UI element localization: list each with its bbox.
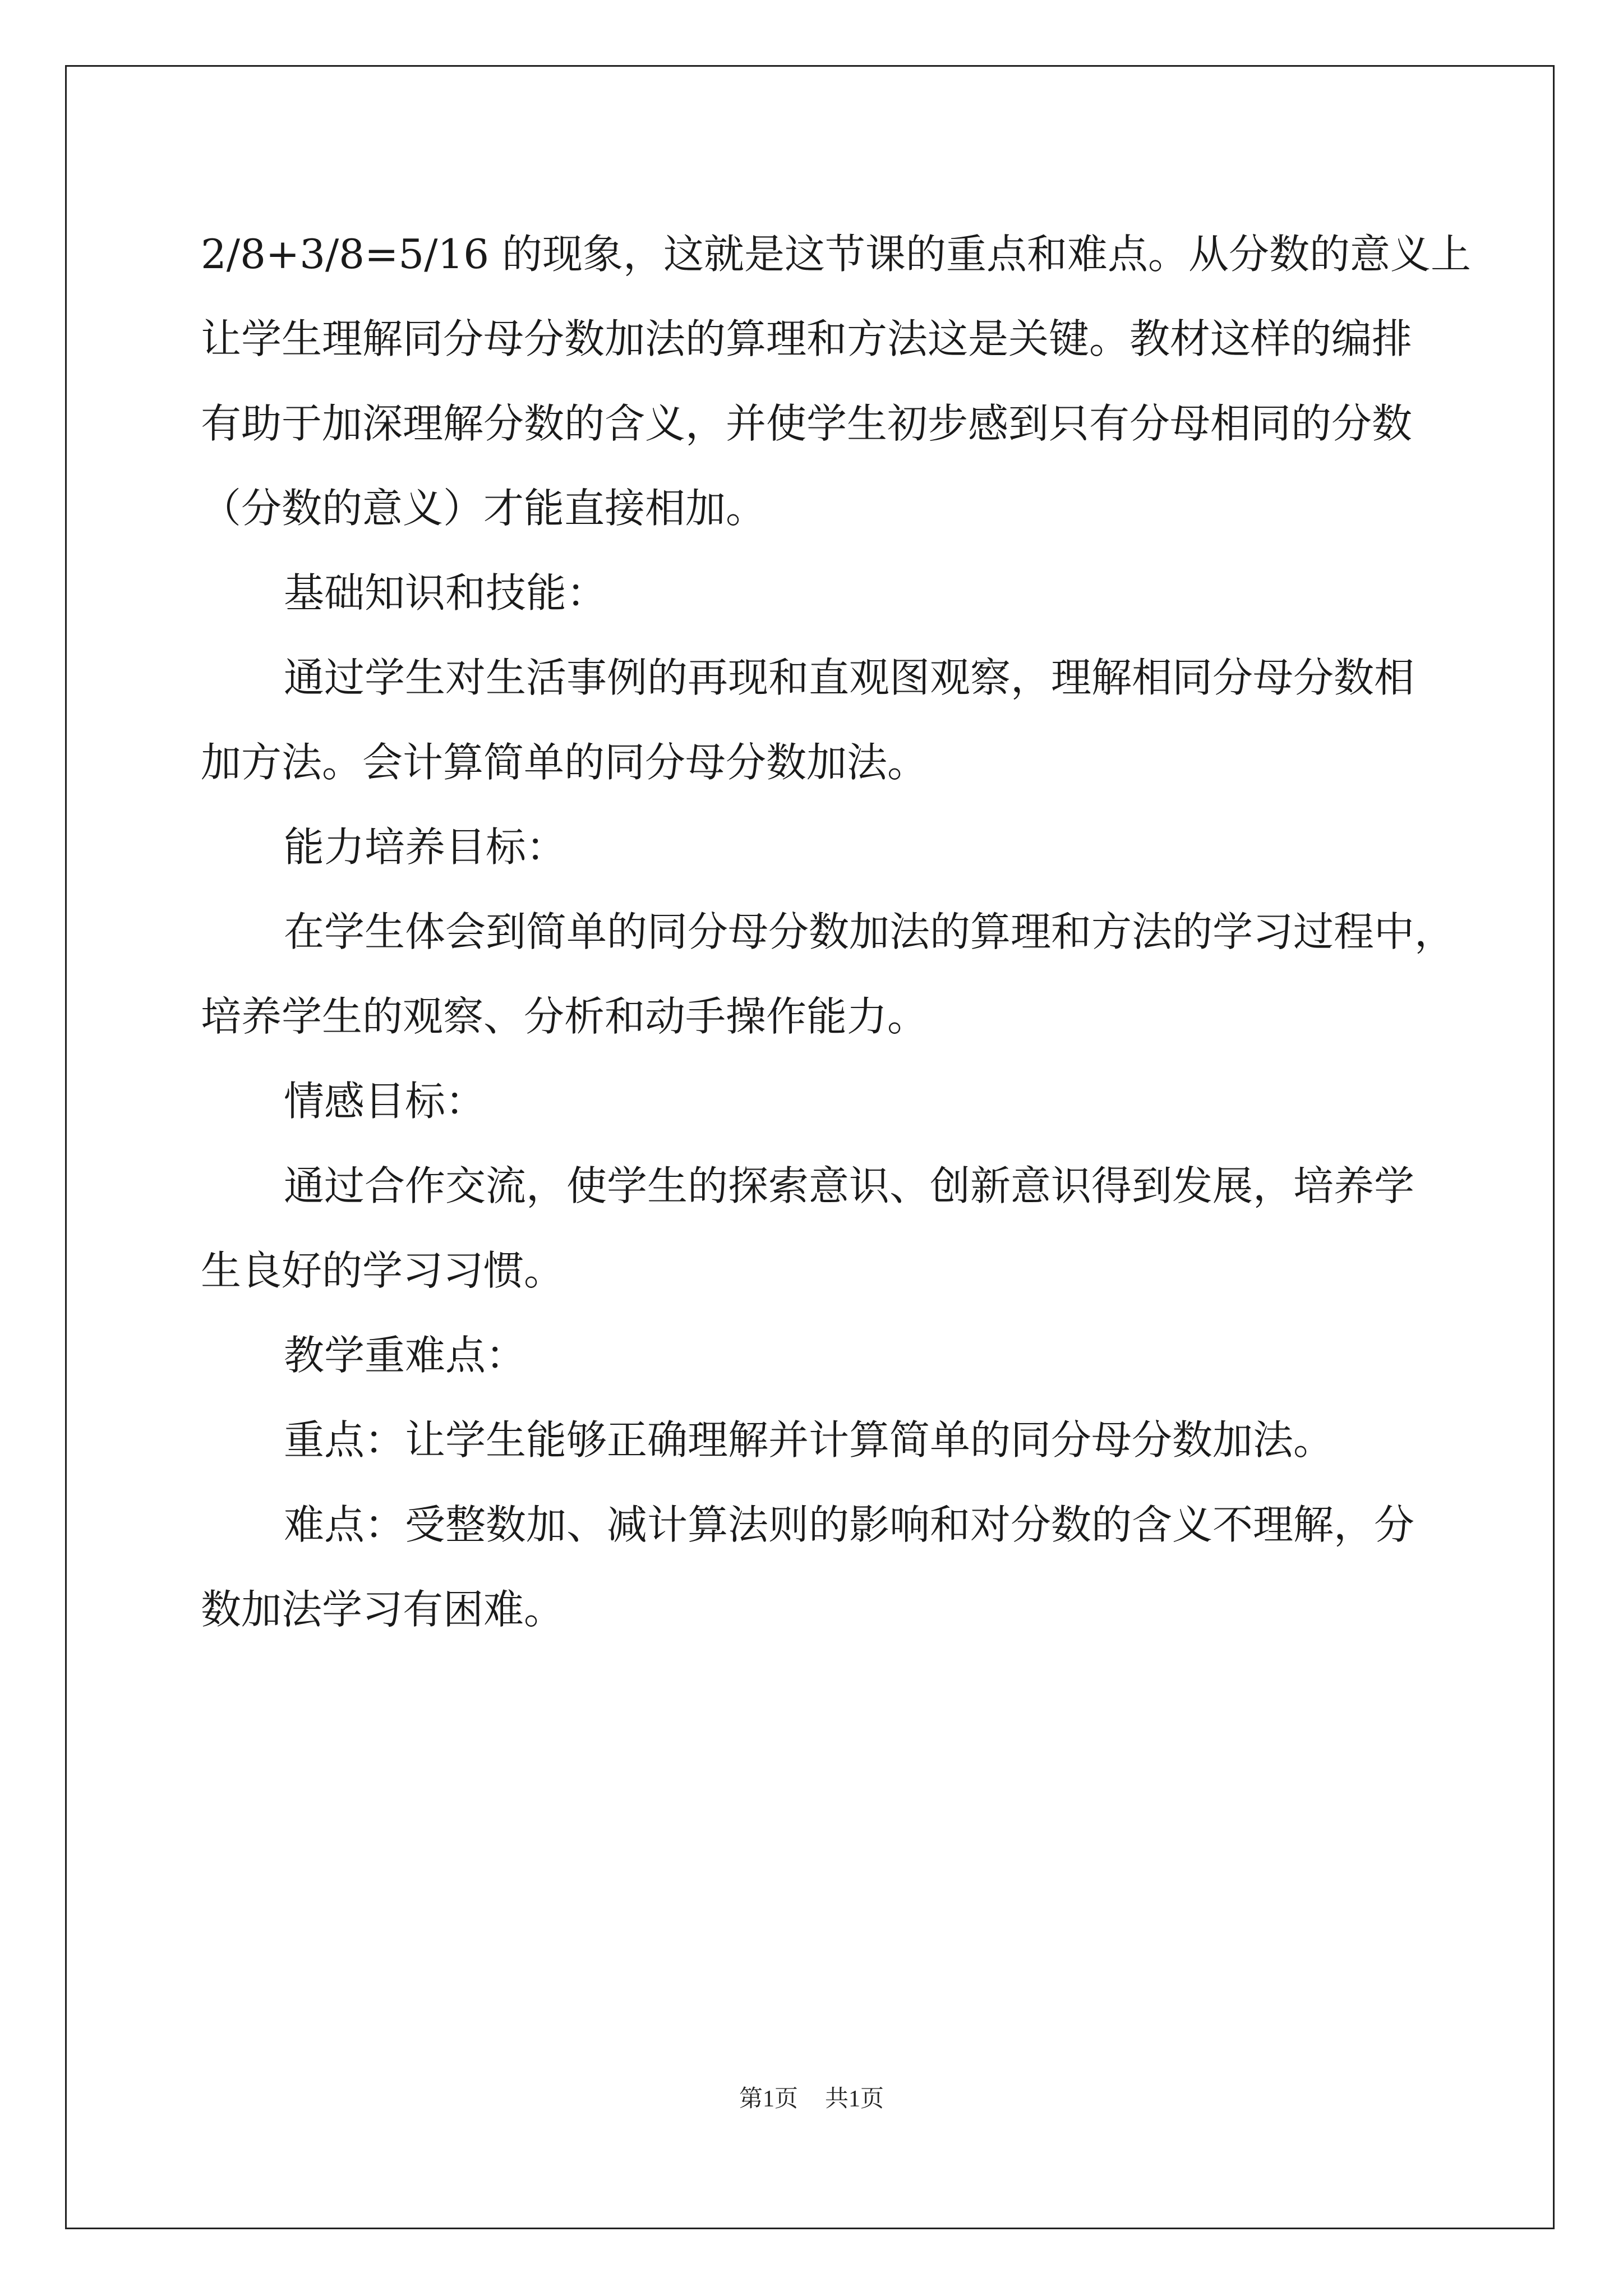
heading-key-difficult-points (201, 1313, 1435, 1398)
text-line: （分数的意义）才能直接相加。 (201, 485, 767, 532)
document-body (201, 212, 1471, 1652)
section-heading: 能力培养目标： (284, 823, 567, 871)
paragraph-basic-knowledge (201, 636, 1435, 805)
text-line: 重点：让学生能够正确理解并计算简单的同分母分数加法。 (284, 1416, 1334, 1464)
text-line: 培养学生的观察、分析和动手操作能力。 (201, 993, 928, 1040)
text-line: 有助于加深理解分数的含义，并使学生初步感到只有分母相同的分数 (201, 400, 1413, 447)
heading-emotional-goals (201, 1059, 1435, 1144)
text-line: 难点：受整数加、减计算法则的影响和对分数的含义不理解，分 (284, 1501, 1415, 1548)
heading-basic-knowledge (201, 551, 1435, 636)
text-line: 在学生体会到简单的同分母分数加法的算理和方法的学习过程中， (284, 908, 1455, 955)
text-line: 通过合作交流，使学生的探索意识、创新意识得到发展，培养学 (284, 1162, 1415, 1209)
page-number: 第1页 (739, 2086, 798, 2112)
paragraph-difficult-point (201, 1483, 1435, 1652)
section-heading: 教学重难点： (284, 1332, 527, 1379)
page-footer (0, 2080, 1623, 2114)
paragraph-ability-goals (201, 890, 1455, 1059)
page-total: 共1页 (825, 2086, 884, 2112)
text-line: 2/8+3/8=5/16 的现象，这就是这节课的重点和难点。从分数的意义上 (201, 231, 1471, 278)
heading-ability-goals (201, 805, 1435, 890)
text-line: 生良好的学习习惯。 (201, 1247, 565, 1294)
text-line: 通过学生对生活事例的再现和直观图观察，理解相同分母分数相 (284, 654, 1415, 701)
section-heading: 基础知识和技能： (284, 569, 607, 616)
section-heading: 情感目标： (284, 1078, 486, 1125)
text-line: 加方法。会计算简单的同分母分数加法。 (201, 739, 928, 786)
paragraph-emotional-goals (201, 1144, 1435, 1313)
text-line: 数加法学习有困难。 (201, 1586, 565, 1633)
text-line: 让学生理解同分母分数加法的算理和方法这是关键。教材这样的编排 (201, 315, 1413, 362)
paragraph-intro (201, 212, 1471, 551)
paragraph-key-point (201, 1398, 1435, 1483)
